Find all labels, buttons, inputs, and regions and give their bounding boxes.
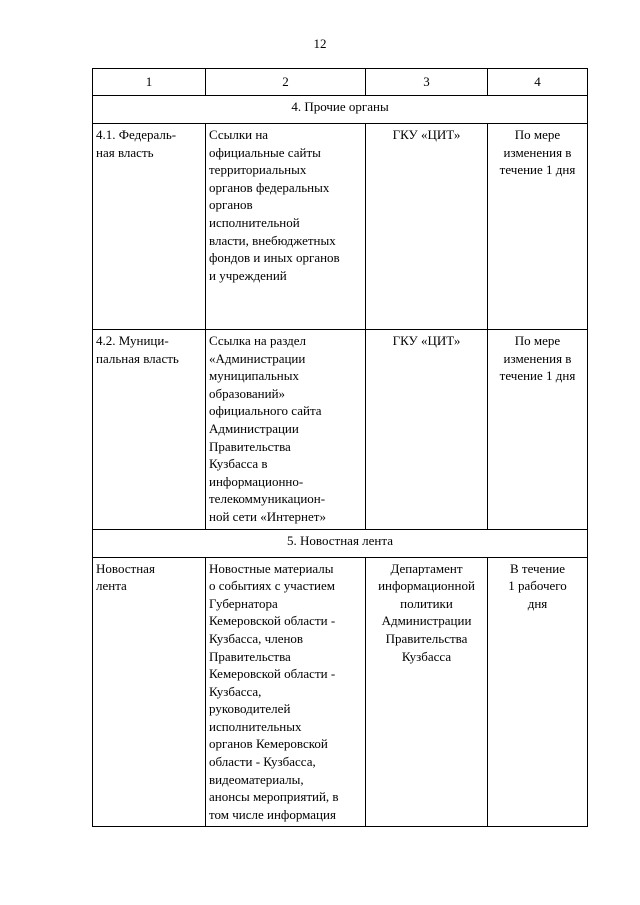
section-row: [93, 96, 588, 124]
cell-line: Департамент: [390, 560, 463, 576]
section-title-other-bodies: 4. Прочие органы: [93, 96, 588, 124]
cell-line: Ссылка на раздел: [209, 333, 306, 348]
row-deadline-cell: [488, 330, 588, 530]
cell-line: По мере: [514, 333, 561, 348]
row-responsible-cell: [366, 557, 488, 827]
cell-line: официальные сайты: [209, 144, 321, 160]
cell-line: Кемеровской области -: [209, 613, 336, 629]
cell-line: муниципальных: [209, 368, 300, 384]
table-row: [93, 330, 588, 530]
cell-line: Правительства: [385, 630, 468, 646]
cell-line: Кузбасса,: [209, 683, 262, 699]
cell-line: изменения в: [503, 144, 572, 160]
row-deadline-cell: [488, 557, 588, 827]
cell-line: фондов и иных органов: [209, 250, 340, 266]
row-name-cell: [93, 557, 206, 827]
cell-line: Ссылки на: [209, 127, 269, 142]
column-header-3: 3: [366, 69, 488, 96]
page-number: 12: [313, 36, 327, 51]
table-row: [93, 557, 588, 827]
cell-line: Администрации: [381, 613, 472, 629]
cell-line: исполнительной: [209, 214, 300, 230]
cell-line: информационно-: [209, 473, 304, 489]
cell-line: политики: [400, 595, 453, 611]
row-content-cell: [206, 330, 366, 530]
cell-line: дня: [527, 595, 548, 611]
cell-line: «Администрации: [209, 350, 306, 366]
cell-line: Губернатора: [209, 595, 278, 611]
row-deadline-cell: [488, 124, 588, 330]
row-content-cell: [206, 557, 366, 827]
document-table: [92, 68, 588, 827]
cell-line: лента: [96, 578, 127, 594]
cell-line: По мере: [514, 127, 561, 142]
cell-line: Кузбасса: [401, 648, 452, 664]
cell-line: ГКУ «ЦИТ»: [392, 127, 461, 142]
cell-line: Правительства: [209, 438, 291, 454]
cell-line: 4.2. Муници-: [96, 333, 169, 348]
table-row: [93, 124, 588, 330]
cell-line: ная власть: [96, 144, 154, 160]
cell-line: образований»: [209, 385, 286, 401]
cell-line: ГКУ «ЦИТ»: [392, 333, 461, 348]
cell-line: 1 рабочего: [508, 578, 567, 594]
row-responsible-cell: [366, 124, 488, 330]
cell-line: органов федеральных: [209, 179, 330, 195]
cell-line: области - Кузбасса,: [209, 754, 316, 770]
section-title-news-feed: 5. Новостная лента: [93, 529, 588, 557]
row-name-cell: [93, 330, 206, 530]
cell-line: официального сайта: [209, 403, 322, 419]
cell-line: изменения в: [503, 350, 572, 366]
cell-line: том числе информация: [209, 806, 336, 822]
cell-line: Кемеровской области -: [209, 666, 336, 682]
cell-line: и учреждений: [209, 267, 287, 283]
column-header-1: 1: [93, 69, 206, 96]
cell-line: течение 1 дня: [499, 162, 576, 178]
column-header-2: 2: [206, 69, 366, 96]
cell-line: территориальных: [209, 162, 307, 178]
cell-line: Администрации: [209, 420, 299, 436]
cell-line: ной сети «Интернет»: [209, 508, 326, 524]
cell-line: исполнительных: [209, 718, 302, 734]
cell-line: о событиях с участием: [209, 578, 335, 594]
cell-line: течение 1 дня: [499, 368, 576, 384]
cell-line: Правительства: [209, 648, 291, 664]
row-content-cell: [206, 124, 366, 330]
cell-line: Новостные материалы: [209, 560, 334, 576]
row-responsible-cell: [366, 330, 488, 530]
cell-line: Кузбасса, членов: [209, 630, 304, 646]
cell-line: руководителей: [209, 701, 291, 717]
cell-line: видеоматериалы,: [209, 771, 304, 787]
cell-line: анонсы мероприятий, в: [209, 789, 339, 805]
cell-line: В течение: [509, 560, 566, 576]
table-header-row: [93, 69, 588, 96]
section-row: [93, 529, 588, 557]
cell-line: власти, внебюджетных: [209, 232, 336, 248]
row-name-cell: [93, 124, 206, 330]
cell-line: 4.1. Федераль-: [96, 127, 177, 142]
cell-line: органов: [209, 197, 253, 213]
cell-line: органов Кемеровской: [209, 736, 328, 752]
column-header-4: 4: [488, 69, 588, 96]
cell-line: Новостная: [96, 560, 155, 576]
cell-line: пальная власть: [96, 350, 179, 366]
cell-line: телекоммуникацион-: [209, 491, 326, 507]
cell-line: Кузбасса в: [209, 456, 268, 472]
cell-line: информационной: [378, 578, 475, 594]
